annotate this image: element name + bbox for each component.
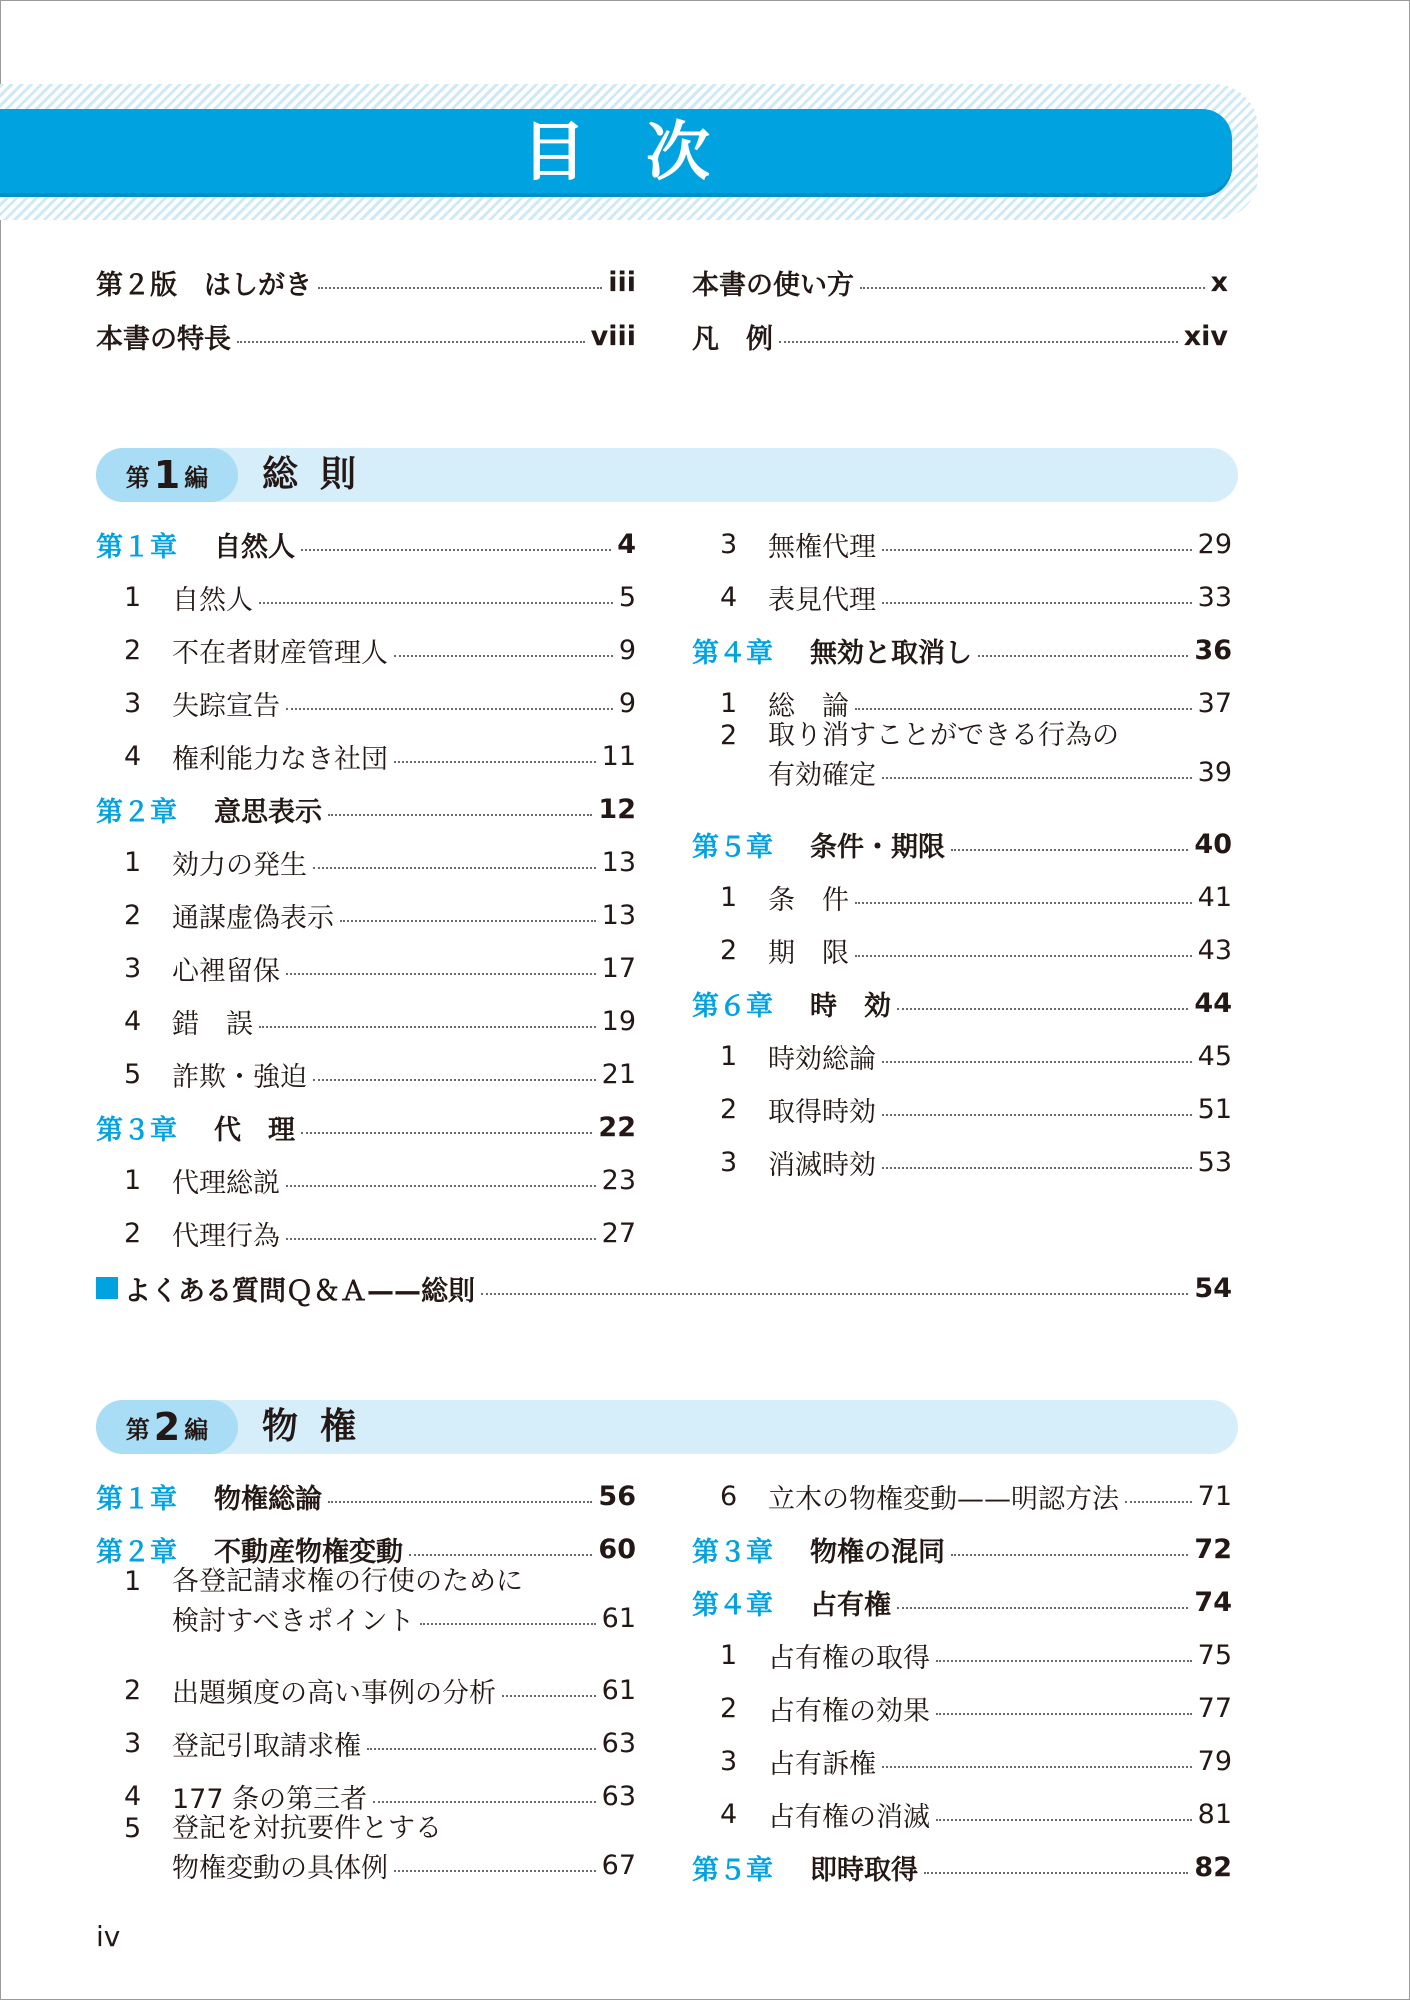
section-number: 1	[720, 687, 738, 719]
leader-dots	[1125, 1501, 1192, 1503]
section-number: 3	[124, 952, 142, 984]
section-title: 177 条の第三者	[172, 1783, 368, 1815]
chapter-label: 第１章	[96, 1483, 177, 1515]
toc-section[interactable]	[96, 1213, 636, 1253]
part-title: 物権	[262, 1406, 379, 1447]
section-title: 登記を対抗要件とする	[172, 1813, 442, 1844]
toc-section[interactable]	[96, 948, 636, 988]
section-title: 詐欺・強迫	[172, 1061, 307, 1093]
chapter-title: 物権の混同	[810, 1536, 945, 1568]
leader-dots	[340, 920, 596, 922]
toc-chapter[interactable]	[692, 1582, 1232, 1622]
toc-section[interactable]	[96, 683, 636, 723]
leader-dots	[420, 1623, 595, 1625]
leader-dots	[897, 1607, 1188, 1609]
leader-dots	[882, 1167, 1192, 1169]
leader-dots	[301, 549, 611, 551]
section-number: 4	[720, 581, 738, 613]
toc-section[interactable]	[768, 752, 1232, 792]
section-title: 効力の発生	[172, 849, 307, 881]
section-title: 出題頻度の高い事例の分析	[172, 1677, 496, 1709]
toc-section[interactable]	[692, 1741, 1232, 1781]
section-title: 心裡留保	[172, 955, 280, 987]
chapter-page: 44	[1194, 987, 1232, 1019]
section-page: 81	[1197, 1798, 1232, 1830]
toc-section[interactable]	[692, 1036, 1232, 1076]
faq-title: よくある質問Ｑ＆Ａ——総則	[124, 1275, 475, 1307]
section-title-cont: 有効確定	[768, 759, 876, 791]
square-bullet-icon	[96, 1277, 118, 1299]
section-page: 33	[1197, 581, 1232, 613]
section-number: 1	[720, 881, 738, 913]
section-page: 39	[1197, 756, 1232, 788]
toc-section[interactable]	[96, 1723, 636, 1763]
chapter-title: 物権総論	[214, 1483, 322, 1515]
toc-section[interactable]	[692, 1142, 1232, 1182]
section-number: 1	[124, 581, 142, 613]
part-header-2	[96, 1400, 1238, 1454]
toc-section[interactable]	[96, 895, 636, 935]
leader-dots	[936, 1819, 1192, 1821]
leader-dots	[882, 1061, 1192, 1063]
section-title: 占有権の効果	[768, 1695, 930, 1727]
leader-dots	[259, 602, 613, 604]
chapter-page: 12	[598, 793, 636, 825]
front-matter-page: viii	[590, 320, 636, 352]
section-page: 77	[1197, 1692, 1232, 1724]
section-page: 79	[1197, 1745, 1232, 1777]
part-number-pill	[96, 1400, 238, 1454]
leader-dots	[855, 955, 1192, 957]
section-title: 表見代理	[768, 584, 876, 616]
chapter-page: 74	[1194, 1586, 1232, 1618]
chapter-label: 第３章	[96, 1114, 177, 1146]
section-number: 4	[124, 1780, 142, 1812]
page-number: iv	[96, 1920, 121, 1953]
section-title: 代理行為	[172, 1220, 280, 1252]
section-page: 51	[1197, 1093, 1232, 1125]
chapter-title: 自然人	[214, 531, 295, 563]
chapter-label: 第４章	[692, 1589, 773, 1621]
section-number: 1	[124, 1164, 142, 1196]
leader-dots	[409, 1554, 592, 1556]
chapter-page: 36	[1194, 634, 1232, 666]
section-number: 4	[720, 1798, 738, 1830]
leader-dots	[978, 655, 1188, 657]
toc-section[interactable]	[96, 1001, 636, 1041]
leader-dots	[328, 1501, 592, 1503]
section-title: 消滅時効	[768, 1149, 876, 1181]
toc-section[interactable]	[692, 930, 1232, 970]
toc-section[interactable]	[96, 1054, 636, 1094]
part-number: 2	[153, 1405, 181, 1449]
toc-chapter[interactable]	[692, 1529, 1232, 1569]
chapter-title: 意思表示	[214, 796, 322, 828]
section-title: 期 限	[768, 937, 849, 969]
section-title: 取得時効	[768, 1096, 876, 1128]
toc-section[interactable]	[96, 1160, 636, 1200]
section-page: 63	[601, 1727, 636, 1759]
part-prefix: 第	[125, 463, 150, 492]
section-number: 2	[720, 934, 738, 966]
leader-dots	[394, 655, 613, 657]
leader-dots	[951, 1554, 1188, 1556]
leader-dots	[882, 1766, 1192, 1768]
chapter-label: 第５章	[692, 1854, 773, 1886]
front-matter-label: 本書の特長	[96, 323, 231, 355]
leader-dots	[394, 1870, 596, 1872]
toc-section[interactable]	[172, 1598, 636, 1638]
part-header-1	[96, 448, 1238, 502]
chapter-page: 56	[598, 1480, 636, 1512]
section-title: 条 件	[768, 884, 849, 916]
part-number: 1	[153, 453, 181, 497]
toc-chapter[interactable]	[692, 1847, 1232, 1887]
toc-section[interactable]	[692, 1794, 1232, 1834]
leader-dots	[936, 1660, 1192, 1662]
front-matter-label: 凡 例	[692, 323, 773, 355]
leader-dots	[373, 1801, 596, 1803]
toc-section[interactable]	[172, 1845, 636, 1885]
section-title: 各登記請求権の行使のために	[172, 1566, 523, 1597]
section-title: 代理総説	[172, 1167, 280, 1199]
section-number: 2	[720, 1692, 738, 1724]
section-title: 占有権の取得	[768, 1642, 930, 1674]
front-matter-item[interactable]	[96, 316, 636, 356]
leader-dots	[286, 1185, 596, 1187]
chapter-label: 第２章	[96, 1536, 177, 1568]
toc-section[interactable]	[692, 1688, 1232, 1728]
section-title: 総 論	[768, 690, 849, 722]
section-page: 11	[601, 740, 636, 772]
section-page: 9	[618, 634, 636, 666]
section-page: 63	[601, 1780, 636, 1812]
section-number: 2	[720, 1093, 738, 1125]
section-number: 5	[124, 1058, 142, 1090]
toc-section[interactable]	[692, 577, 1232, 617]
section-number: 2	[124, 634, 142, 666]
section-number: 3	[124, 1727, 142, 1759]
front-matter-item[interactable]	[692, 316, 1228, 356]
section-title: 取り消すことができる行為の	[768, 720, 1119, 751]
chapter-title: 不動産物権変動	[214, 1536, 403, 1568]
section-page: 61	[601, 1674, 636, 1706]
toc-section-line1	[96, 1562, 523, 1602]
faq-page: 54	[1194, 1272, 1232, 1304]
section-title-cont: 検討すべきポイント	[172, 1605, 415, 1637]
leader-dots	[318, 287, 602, 289]
section-title: 錯 誤	[172, 1008, 253, 1040]
section-title: 通謀虚偽表示	[172, 902, 334, 934]
leader-dots	[394, 761, 596, 763]
chapter-page: 40	[1194, 828, 1232, 860]
section-page: 9	[618, 687, 636, 719]
section-title-cont: 物権変動の具体例	[172, 1852, 388, 1884]
leader-dots	[855, 708, 1192, 710]
toc-section[interactable]	[692, 1089, 1232, 1129]
section-number: 1	[720, 1040, 738, 1072]
chapter-title: 占有権	[810, 1589, 891, 1621]
section-title: 不在者財産管理人	[172, 637, 388, 669]
section-number: 3	[720, 1745, 738, 1777]
title-banner	[0, 109, 1232, 197]
section-title: 占有訴権	[768, 1748, 876, 1780]
section-number: 2	[124, 1674, 142, 1706]
section-page: 71	[1197, 1480, 1232, 1512]
section-page: 43	[1197, 934, 1232, 966]
leader-dots	[259, 1026, 596, 1028]
page-title: 目次	[522, 116, 770, 190]
section-number: 3	[720, 1146, 738, 1178]
toc-section[interactable]	[96, 842, 636, 882]
leader-dots	[286, 708, 613, 710]
front-matter-page: xiv	[1183, 320, 1228, 352]
toc-section[interactable]	[96, 736, 636, 776]
leader-dots	[882, 602, 1192, 604]
toc-section[interactable]	[96, 630, 636, 670]
leader-dots	[313, 1079, 596, 1081]
section-number: 2	[720, 720, 738, 751]
leader-dots	[502, 1695, 596, 1697]
section-number: 6	[720, 1480, 738, 1512]
front-matter-item[interactable]	[96, 262, 636, 302]
front-matter-label: 本書の使い方	[692, 269, 854, 301]
section-page: 17	[601, 952, 636, 984]
section-page: 75	[1197, 1639, 1232, 1671]
leader-dots	[481, 1293, 1188, 1295]
toc-chapter[interactable]	[96, 789, 636, 829]
toc-chapter[interactable]	[96, 1107, 636, 1147]
section-number: 1	[124, 1566, 142, 1597]
chapter-title: 時 効	[810, 990, 891, 1022]
front-matter-page: iii	[608, 266, 636, 298]
section-page: 45	[1197, 1040, 1232, 1072]
section-title: 権利能力なき社団	[172, 743, 388, 775]
leader-dots	[301, 1132, 592, 1134]
leader-dots	[367, 1748, 596, 1750]
section-title: 登記引取請求権	[172, 1730, 361, 1762]
section-page: 5	[618, 581, 636, 613]
section-page: 13	[601, 899, 636, 931]
leader-dots	[286, 973, 596, 975]
chapter-label: 第５章	[692, 831, 773, 863]
section-number: 4	[124, 1005, 142, 1037]
section-page: 29	[1197, 528, 1232, 560]
section-page: 41	[1197, 881, 1232, 913]
section-number: 2	[124, 899, 142, 931]
chapter-label: 第１章	[96, 531, 177, 563]
leader-dots	[313, 867, 596, 869]
toc-section[interactable]	[692, 877, 1232, 917]
toc-chapter[interactable]	[692, 630, 1232, 670]
leader-dots	[779, 341, 1178, 343]
section-title: 無権代理	[768, 531, 876, 563]
leader-dots	[237, 341, 585, 343]
chapter-title: 無効と取消し	[810, 637, 972, 669]
section-number: 3	[124, 687, 142, 719]
leader-dots	[936, 1713, 1192, 1715]
toc-section[interactable]	[692, 524, 1232, 564]
section-title: 占有権の消滅	[768, 1801, 930, 1833]
section-page: 53	[1197, 1146, 1232, 1178]
toc-section[interactable]	[96, 1670, 636, 1710]
chapter-title: 条件・期限	[810, 831, 945, 863]
chapter-label: 第６章	[692, 990, 773, 1022]
toc-chapter[interactable]	[96, 524, 636, 564]
chapter-page: 82	[1194, 1851, 1232, 1883]
leader-dots	[860, 287, 1205, 289]
section-title: 時効総論	[768, 1043, 876, 1075]
leader-dots	[882, 549, 1192, 551]
toc-chapter[interactable]	[96, 1476, 636, 1516]
section-page: 27	[601, 1217, 636, 1249]
section-number: 3	[720, 528, 738, 560]
part-title: 総則	[262, 454, 379, 495]
toc-section[interactable]	[692, 1476, 1232, 1516]
section-page: 23	[601, 1164, 636, 1196]
section-page: 13	[601, 846, 636, 878]
toc-section-line1	[692, 716, 1119, 756]
section-page: 61	[601, 1602, 636, 1634]
chapter-page: 4	[617, 528, 636, 560]
leader-dots	[328, 814, 592, 816]
chapter-title: 即時取得	[810, 1854, 918, 1886]
section-page: 37	[1197, 687, 1232, 719]
chapter-page: 22	[598, 1111, 636, 1143]
front-matter-page: x	[1210, 266, 1228, 298]
leader-dots	[286, 1238, 596, 1240]
section-number: 2	[124, 1217, 142, 1249]
part-suffix: 編	[184, 463, 209, 492]
section-page: 19	[601, 1005, 636, 1037]
section-title: 立木の物権変動——明認方法	[768, 1483, 1119, 1515]
part-prefix: 第	[125, 1415, 150, 1444]
section-number: 1	[124, 846, 142, 878]
chapter-label: 第３章	[692, 1536, 773, 1568]
chapter-label: 第２章	[96, 796, 177, 828]
leader-dots	[882, 777, 1192, 779]
front-matter-item[interactable]	[692, 262, 1228, 302]
chapter-title: 代 理	[214, 1114, 295, 1146]
section-number: 4	[124, 740, 142, 772]
leader-dots	[951, 849, 1188, 851]
toc-section[interactable]	[692, 1635, 1232, 1675]
toc-section[interactable]	[96, 577, 636, 617]
part-suffix: 編	[184, 1415, 209, 1444]
faq-entry[interactable]	[96, 1268, 1232, 1308]
section-number: 5	[124, 1813, 142, 1844]
chapter-page: 60	[598, 1533, 636, 1565]
chapter-page: 72	[1194, 1533, 1232, 1565]
section-title: 失踪宣告	[172, 690, 280, 722]
front-matter-label: 第２版 はしがき	[96, 269, 312, 301]
toc-section-line1	[96, 1809, 442, 1849]
leader-dots	[924, 1872, 1188, 1874]
part-number-pill	[96, 448, 238, 502]
section-page: 21	[601, 1058, 636, 1090]
toc-chapter[interactable]	[692, 983, 1232, 1023]
section-title: 自然人	[172, 584, 253, 616]
toc-chapter[interactable]	[692, 824, 1232, 864]
chapter-label: 第４章	[692, 637, 773, 669]
leader-dots	[855, 902, 1192, 904]
section-page: 67	[601, 1849, 636, 1881]
leader-dots	[897, 1008, 1188, 1010]
section-number: 1	[720, 1639, 738, 1671]
leader-dots	[882, 1114, 1192, 1116]
